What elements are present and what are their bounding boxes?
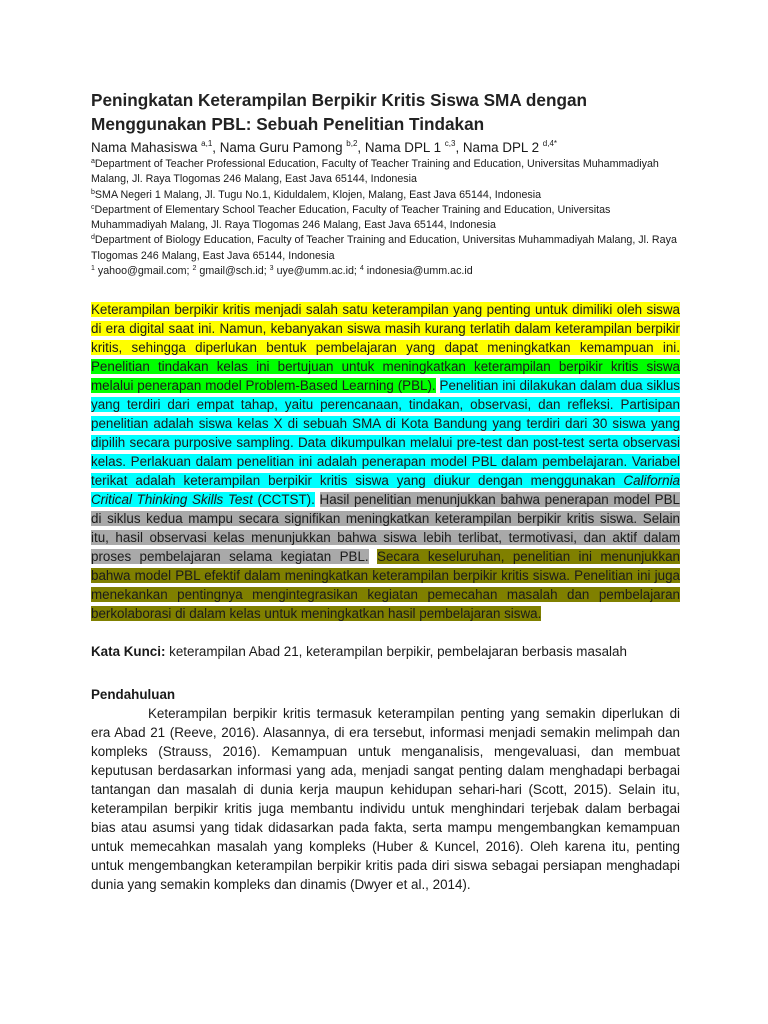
email-mark: 3 bbox=[269, 265, 274, 273]
email-list bbox=[91, 264, 680, 279]
email-address: indonesia@umm.ac.id bbox=[366, 265, 473, 278]
affiliation-text: Department of Elementary School Teacher Education, Faculty of Teacher Training and Education, Universitas Muhammadiyah Malang, Jl. Raya Tlogomas 246 Malang, East Java 65144, Indonesia bbox=[91, 203, 611, 232]
affiliation-entry bbox=[91, 203, 680, 234]
author-name: Nama DPL 1 bbox=[364, 140, 442, 155]
affiliation-text: Department of Biology Education, Faculty of Teacher Training and Education, Universitas Muhammadiyah Malang, Jl. Raya Tlogomas 246 Malang, East Java 65144, Indonesia bbox=[91, 234, 677, 262]
abstract-highlight-cyan-end: (CCTST). bbox=[257, 492, 315, 508]
author-superscript: d,4* bbox=[542, 139, 558, 148]
author-name: Nama Mahasiswa bbox=[91, 140, 198, 155]
affiliation-entry bbox=[91, 157, 680, 188]
affiliation-list bbox=[91, 157, 680, 279]
title-line-2: Menggunakan PBL: Sebuah Penelitian Tindakan bbox=[91, 114, 485, 134]
affiliation-mark: c bbox=[91, 203, 95, 211]
affiliation-entry bbox=[91, 233, 680, 264]
email-address: yahoo@gmail.com; bbox=[97, 265, 190, 278]
affiliation-text: Department of Teacher Professional Education, Faculty of Teacher Training and Education, Universitas Muhammadiyah Malang, Jl. Raya Tlogomas 246 Malang, East Java 65144, Indonesia bbox=[91, 158, 659, 186]
title-line-1: Peningkatan Keterampilan Berpikir Kritis Siswa SMA dengan bbox=[91, 90, 588, 110]
email-mark: 4 bbox=[359, 265, 364, 273]
email-address: gmail@sch.id; bbox=[199, 265, 267, 278]
keywords bbox=[91, 642, 680, 661]
author-list: Nama Mahasiswa $^{a,1}$, Nama Guru Pamong $^{b,2}$, Nama DPL 1 $^{c,3}$, Nama DPL 2 $^{d,4*}$ bbox=[91, 139, 558, 155]
author-name: Nama DPL 2 bbox=[462, 140, 540, 155]
email-address: uye@umm.ac.id; bbox=[276, 265, 357, 278]
abstract-highlight-cyan: Penelitian ini dilakukan dalam dua siklus yang terdiri dari empat tahap, yaitu perencanaan, tindakan, observasi, dan refleksi. Partisipan penelitian adalah siswa kelas X di sebuah SMA di Kota Bandung yang terdiri dari 30 siswa yang dipilih secara purposive sampling. Data dikumpulkan melalui pre-test dan post-test serta observasi kelas. Perlakuan dalam penelitian ini adalah penerapan model PBL dalam pembelajaran. Variabel terikat adalah keterampilan berpikir kritis siswa yang diukur dengan menggunakan bbox=[91, 378, 680, 489]
affiliation-text: SMA Negeri 1 Malang, Jl. Tugu No.1, Kiduldalem, Klojen, Malang, East Java 65144, Indonesia bbox=[94, 188, 542, 201]
intro-paragraph: Keterampilan berpikir kritis termasuk keterampilan penting yang semakin diperlukan di era Abad 21 (Reeve, 2016). Alasannya, di era tersebut, informasi menjadi semakin melimpah dan kompleks (Strauss, 2016). Kemampuan untuk menganalisis, mengevaluasi, dan membuat keputusan berdasarkan informasi yang ada, menjadi sangat penting dalam menghadapi berbagai tantangan dan masalah di dunia kerja maupun kehidupan sehari-hari (Scott, 2015). Selain itu, keterampilan berpikir kritis juga membantu individu untuk menghindari terjebak dalam berbagai bias atau asumsi yang tidak didasarkan pada fakta, serta mampu mengembangkan kemampuan untuk memecahkan masalah yang kompleks (Huber & Kuncel, 2016). Oleh karena itu, penting untuk mengembangkan keterampilan berpikir kritis pada diri siswa sebagai persiapan menghadapi dunia yang semakin kompleks dan dinamis (Dwyer et al., 2014). bbox=[91, 706, 680, 893]
author-name: Nama Guru Pamong bbox=[219, 140, 343, 155]
keywords-label: Kata Kunci: bbox=[91, 644, 166, 660]
abstract-highlight-green: Penelitian tindakan kelas ini bertujuan untuk meningkatkan keterampilan berpikir kritis siswa melalui penerapan model Problem-Based Learning (PBL). bbox=[91, 359, 680, 394]
abstract-highlight-olive: Secara keseluruhan, penelitian ini menunjukkan bahwa model PBL efektif dalam meningkatkan keterampilan berpikir kritis siswa. Penelitian ini juga menekankan pentingnya mengintegrasikan kegiatan pemecahan masalah dan pembelajaran berkolaborasi di dalam kelas untuk meningkatkan hasil pembelajaran siswa. bbox=[91, 549, 680, 622]
affiliation-mark: b bbox=[91, 188, 95, 196]
section-heading: Pendahuluan bbox=[91, 687, 176, 703]
author-superscript: c,3 bbox=[444, 139, 456, 148]
affiliation-entry bbox=[91, 188, 680, 203]
abstract-highlight-gray: Hasil penelitian menunjukkan bahwa penerapan model PBL di siklus kedua mampu secara signifikan meningkatkan keterampilan berpikir kritis siswa. Selain itu, hasil observasi kelas menunjukkan bahwa siswa lebih terlibat, termotivasi, dan aktif dalam proses pembelajaran selama kegiatan PBL. bbox=[91, 492, 680, 565]
email-mark: 1 bbox=[91, 265, 95, 273]
affiliation-mark: a bbox=[91, 158, 95, 165]
abstract-highlight-yellow: Keterampilan berpikir kritis menjadi salah satu keterampilan yang penting untuk dimiliki oleh siswa di era digital saat ini. Namun, kebanyakan siswa masih kurang terlatih dalam keterampilan berpikir kritis, sehingga diperlukan bentuk pembelajaran yang dapat meningkatkan kemampuan ini. bbox=[91, 302, 680, 356]
affiliation-mark: d bbox=[91, 234, 95, 242]
email-mark: 2 bbox=[192, 265, 197, 273]
abstract-italic-test-name: California Critical Thinking Skills Test bbox=[91, 473, 680, 508]
paper-title bbox=[91, 88, 680, 136]
keywords-text: keterampilan Abad 21, keterampilan berpikir, pembelajaran berbasis masalah bbox=[169, 644, 627, 660]
abstract bbox=[91, 300, 680, 623]
author-superscript: a,1 bbox=[201, 139, 213, 148]
author-superscript: b,2 bbox=[346, 139, 358, 148]
